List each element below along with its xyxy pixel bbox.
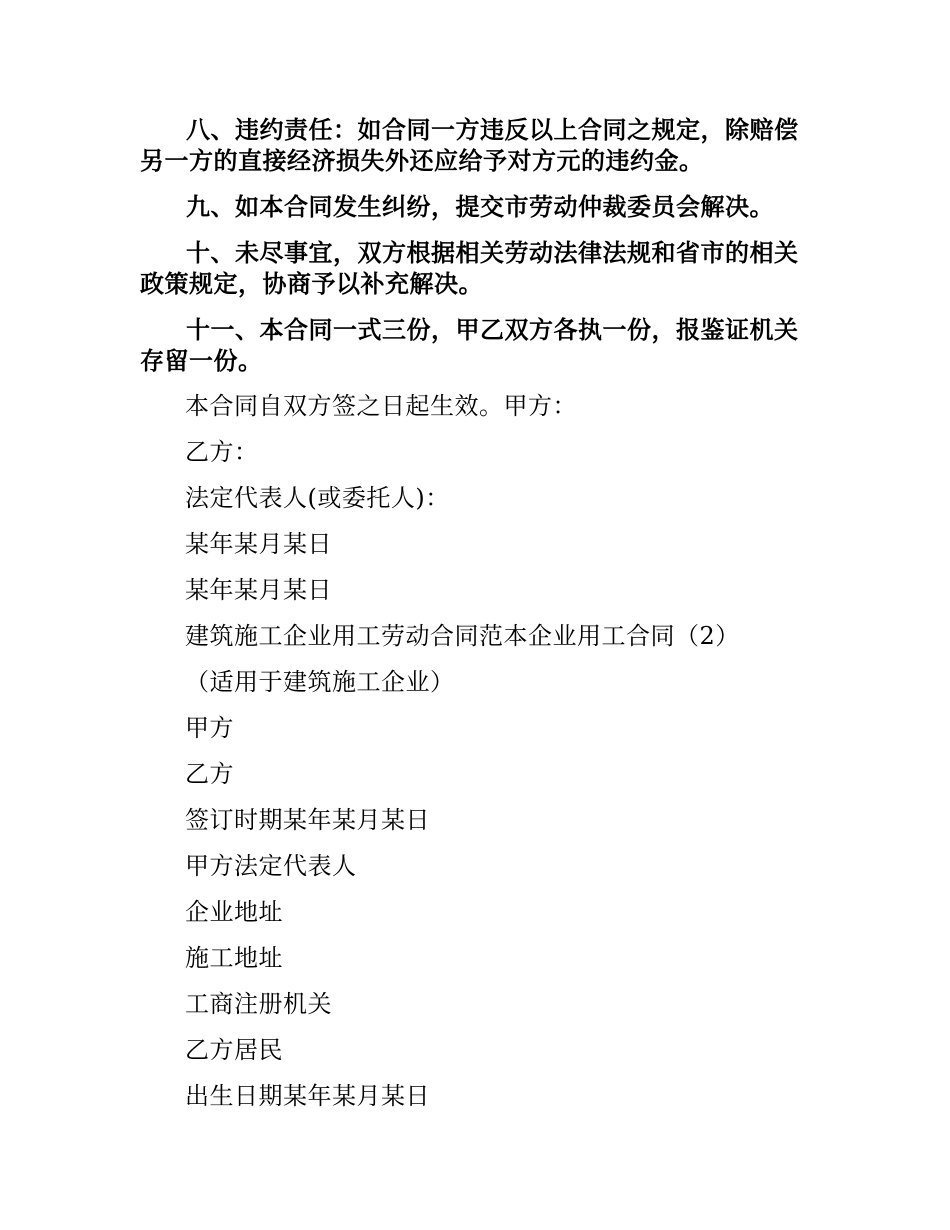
- clause-9-dispute-resolution: 九、如本合同发生纠纷，提交市劳动仲裁委员会解决。: [186, 192, 774, 221]
- construction-address-line: 施工地址: [185, 944, 283, 972]
- birth-date-line: 出生日期某年某月某日: [185, 1082, 430, 1110]
- signing-date-line: 签订时期某年某月某日: [185, 806, 430, 834]
- date-line-1: 某年某月某日: [185, 530, 332, 558]
- date-line-2: 某年某月某日: [185, 576, 332, 604]
- contract-title-line: 建筑施工企业用工劳动合同范本企业用工合同（2）: [185, 622, 740, 650]
- business-registration-line: 工商注册机关: [185, 990, 332, 1018]
- applicability-line: （适用于建筑施工企业）: [185, 668, 455, 696]
- effective-date-party-a-line: 本合同自双方签之日起生效。甲方：: [185, 392, 577, 420]
- party-a-legal-rep-line: 甲方法定代表人: [185, 852, 357, 880]
- clause-11-copies: 十一、本合同一式三份，甲乙双方各执一份，报鉴证机关存留一份。: [140, 315, 799, 375]
- party-a-label: 甲方: [185, 714, 234, 742]
- party-b-label: 乙方: [185, 760, 234, 788]
- company-address-line: 企业地址: [185, 898, 283, 926]
- legal-representative-line: 法定代表人(或委托人)：: [185, 484, 450, 512]
- party-b-resident-line: 乙方居民: [185, 1036, 283, 1064]
- party-b-line: 乙方：: [185, 438, 259, 466]
- clause-8-breach-liability: 八、违约责任：如合同一方违反以上合同之规定，除赔偿另一方的直接经济损失外还应给予对方元的违约金。: [140, 115, 799, 175]
- clause-10-unresolved-matters: 十、未尽事宜，双方根据相关劳动法律法规和省市的相关政策规定，协商予以补充解决。: [140, 238, 799, 298]
